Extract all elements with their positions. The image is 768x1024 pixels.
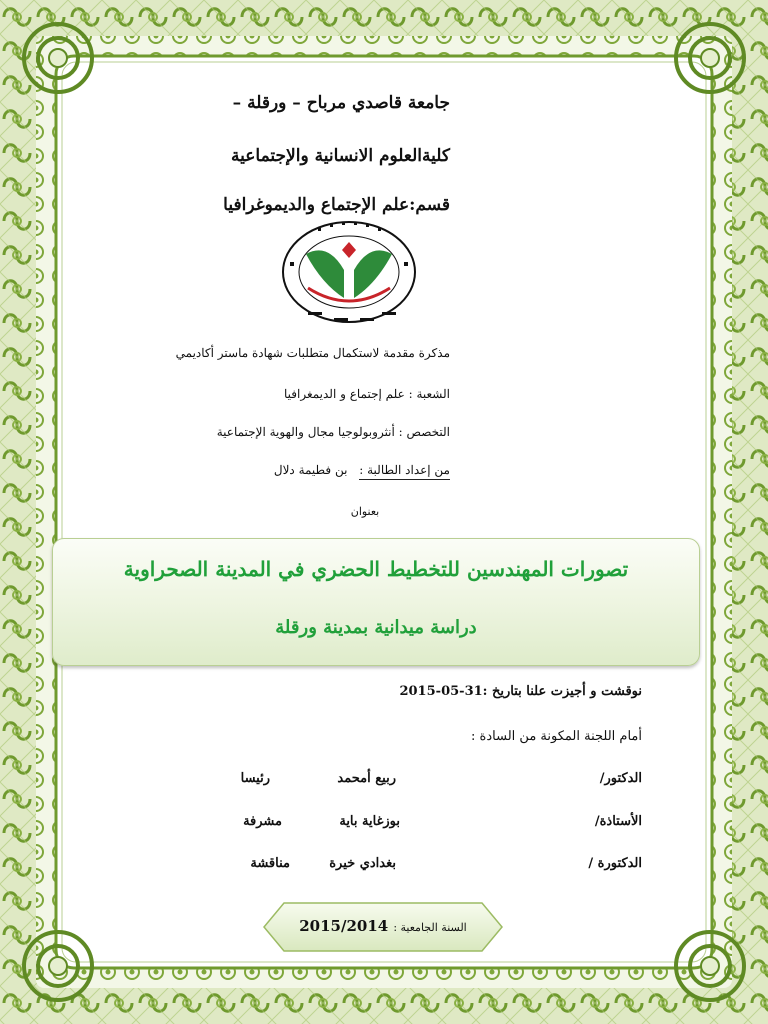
thesis-subtitle: دراسة ميدانية بمدينة ورقلة <box>275 617 477 638</box>
member-title: الأستاذة/ <box>594 814 642 829</box>
member-role: رئيسا <box>240 771 270 786</box>
academic-year <box>262 916 504 935</box>
defense-date: نوقشت و أجيزت علنا بتاريخ :31-05-2015 <box>399 684 642 699</box>
member-title: الدكتور/ <box>599 771 642 786</box>
prepared-by-label: من إعداد الطالبة : <box>359 463 450 480</box>
branch-line: الشعبة : علم إجتماع و الديمغرافيا <box>283 387 450 401</box>
university-seal-icon <box>278 214 420 326</box>
thesis-title: تصورات المهندسين للتخطيط الحضري في المدينة الصحراوية <box>123 557 629 581</box>
member-role: مشرفة <box>243 814 282 829</box>
member-title: الدكتورة / <box>588 856 642 871</box>
prepared-by-line <box>30 463 450 477</box>
year-label: السنة الجامعية : <box>393 921 467 934</box>
year-value: 2015/2014 <box>299 917 389 935</box>
department-name: قسم:علم الإجتماع والديموغرافيا <box>223 195 450 215</box>
member-name: بوزغاية باية <box>339 814 400 829</box>
university-name: جامعة قاصدي مرباح – ورقلة – <box>232 93 450 113</box>
member-name: ربيع أمحمد <box>337 771 396 786</box>
student-name: بن فطيمة دلال <box>273 463 348 477</box>
committee-intro: أمام اللجنة المكونة من السادة : <box>471 729 642 744</box>
faculty-name: كليةالعلوم الانسانية والإجتماعية <box>231 146 450 166</box>
member-role: مناقشة <box>250 856 290 871</box>
academic-year-banner <box>262 899 504 955</box>
title-label: بعنوان <box>350 505 380 518</box>
specialty-line: التخصص : أنثروبولوجيا مجال والهوية الإجتماعية <box>216 425 450 439</box>
member-name: بغدادي خيرة <box>329 856 396 871</box>
title-banner <box>52 538 700 666</box>
thesis-purpose: مذكرة مقدمة لاستكمال متطلبات شهادة ماستر أكاديمي <box>175 346 450 360</box>
